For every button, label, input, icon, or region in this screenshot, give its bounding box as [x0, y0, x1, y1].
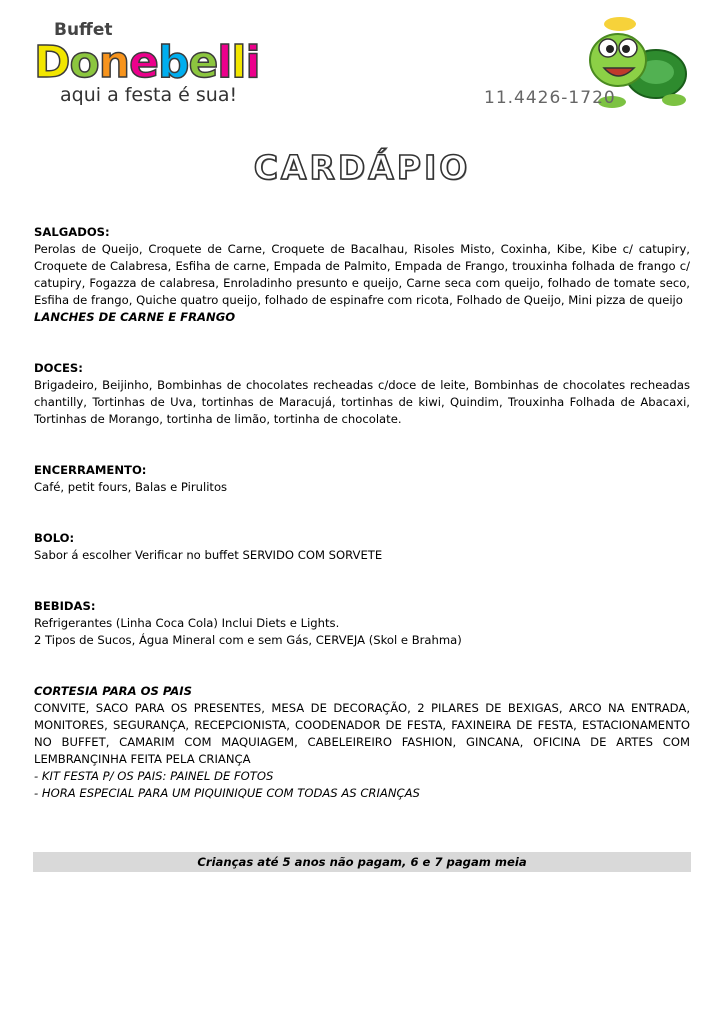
- section-title-encerramento: ENCERRAMENTO:: [34, 463, 147, 477]
- phone-number: 11.4426-1720: [484, 88, 616, 108]
- cortesia-item-kit-festa: - KIT FESTA P/ OS PAIS: PAINEL DE FOTOS: [34, 769, 274, 783]
- logo-brand-letter: i: [245, 37, 260, 88]
- logo-brand-letter: l: [231, 37, 246, 88]
- logo-brand-letter: b: [157, 37, 189, 88]
- menu-content: [34, 224, 690, 802]
- logo-brand-letter: D: [34, 37, 70, 88]
- section-title-doces: DOCES:: [34, 361, 83, 375]
- section-title-bebidas: BEBIDAS:: [34, 599, 96, 613]
- footer-note-bar: [33, 852, 691, 872]
- section-title-cortesia: CORTESIA PARA OS PAIS: [34, 684, 192, 698]
- logo-brand-letter: e: [188, 37, 218, 88]
- section-extra-salgados: LANCHES DE CARNE E FRANGO: [34, 310, 236, 324]
- logo-brand-letter: o: [69, 37, 99, 88]
- section-text-encerramento: Café, petit fours, Balas e Pirulitos: [34, 480, 228, 494]
- logo-brand-text: [34, 38, 260, 88]
- section-text-doces: Brigadeiro, Beijinho, Bombinhas de chocolates recheadas c/doce de leite, Bombinhas de chocolates recheadas chantilly, Tortinhas de Uva, tortinhas de Maracujá, tortinhas de kiwi, Quindim, Trouxinha Folhada de Abacaxi, Tortinhas de Morango, tortinha de limão, tortinha de chocolate.: [34, 378, 690, 426]
- logo-brand-letter: l: [217, 37, 232, 88]
- section-text-cortesia: CONVITE, SACO PARA OS PRESENTES, MESA DE DECORAÇÃO, 2 PILARES DE BEXIGAS, ARCO NA ENTRADA, MONITORES, SEGURANÇA, RECEPCIONISTA, COODENADOR DE FESTA, FAXINEIRA DE FESTA, ESTACIONAMENTO NO BUFFET, CAMARIM COM MAQUIAGEM, CABELEIREIRO FASHION, GINCANA, OFICINA DE ARTES COM LEMBRANÇINHA FEITA PELA CRIANÇA: [34, 701, 690, 766]
- section-text-salgados: Perolas de Queijo, Croquete de Carne, Croquete de Bacalhau, Risoles Misto, Coxinha, Kibe, Kibe c/ catupiry, Croquete de Calabresa, Esfiha de carne, Empada de Palmito, Empada de Frango, trouxinha folhada de frango c/ catupiry, Fogazza de calabresa, Enroladinho presunto e queijo, Carne seca com queijo, folhado de tomate seco, Esfiha de frango, Quiche quatro queijo, folhado de espinafre com ricota, Folhado de Queijo, Mini pizza de queijo: [34, 242, 690, 307]
- footer-note: Crianças até 5 anos não pagam, 6 e 7 pagam meia: [197, 855, 527, 869]
- logo-tagline: aqui a festa é sua!: [60, 84, 238, 106]
- section-text-bebidas-line1: Refrigerantes (Linha Coca Cola) Inclui Diets e Lights.: [34, 616, 340, 630]
- logo-buffet-text: Buffet: [54, 20, 113, 40]
- buffet-logo: [34, 18, 260, 108]
- logo-brand-letter: n: [98, 37, 130, 88]
- logo-brand-letter: e: [129, 37, 158, 88]
- section-text-bebidas-line2: 2 Tipos de Sucos, Água Mineral com e sem Gás, CERVEJA (Skol e Brahma): [34, 633, 462, 647]
- section-title-salgados: SALGADOS:: [34, 225, 110, 239]
- section-text-bolo: Sabor á escolher Verificar no buffet SERVIDO COM SORVETE: [34, 548, 383, 562]
- page-title: CARDÁPIO: [253, 148, 471, 187]
- cortesia-item-piquinique: - HORA ESPECIAL PARA UM PIQUINIQUE COM TODAS AS CRIANÇAS: [34, 786, 420, 800]
- section-title-bolo: BOLO:: [34, 531, 75, 545]
